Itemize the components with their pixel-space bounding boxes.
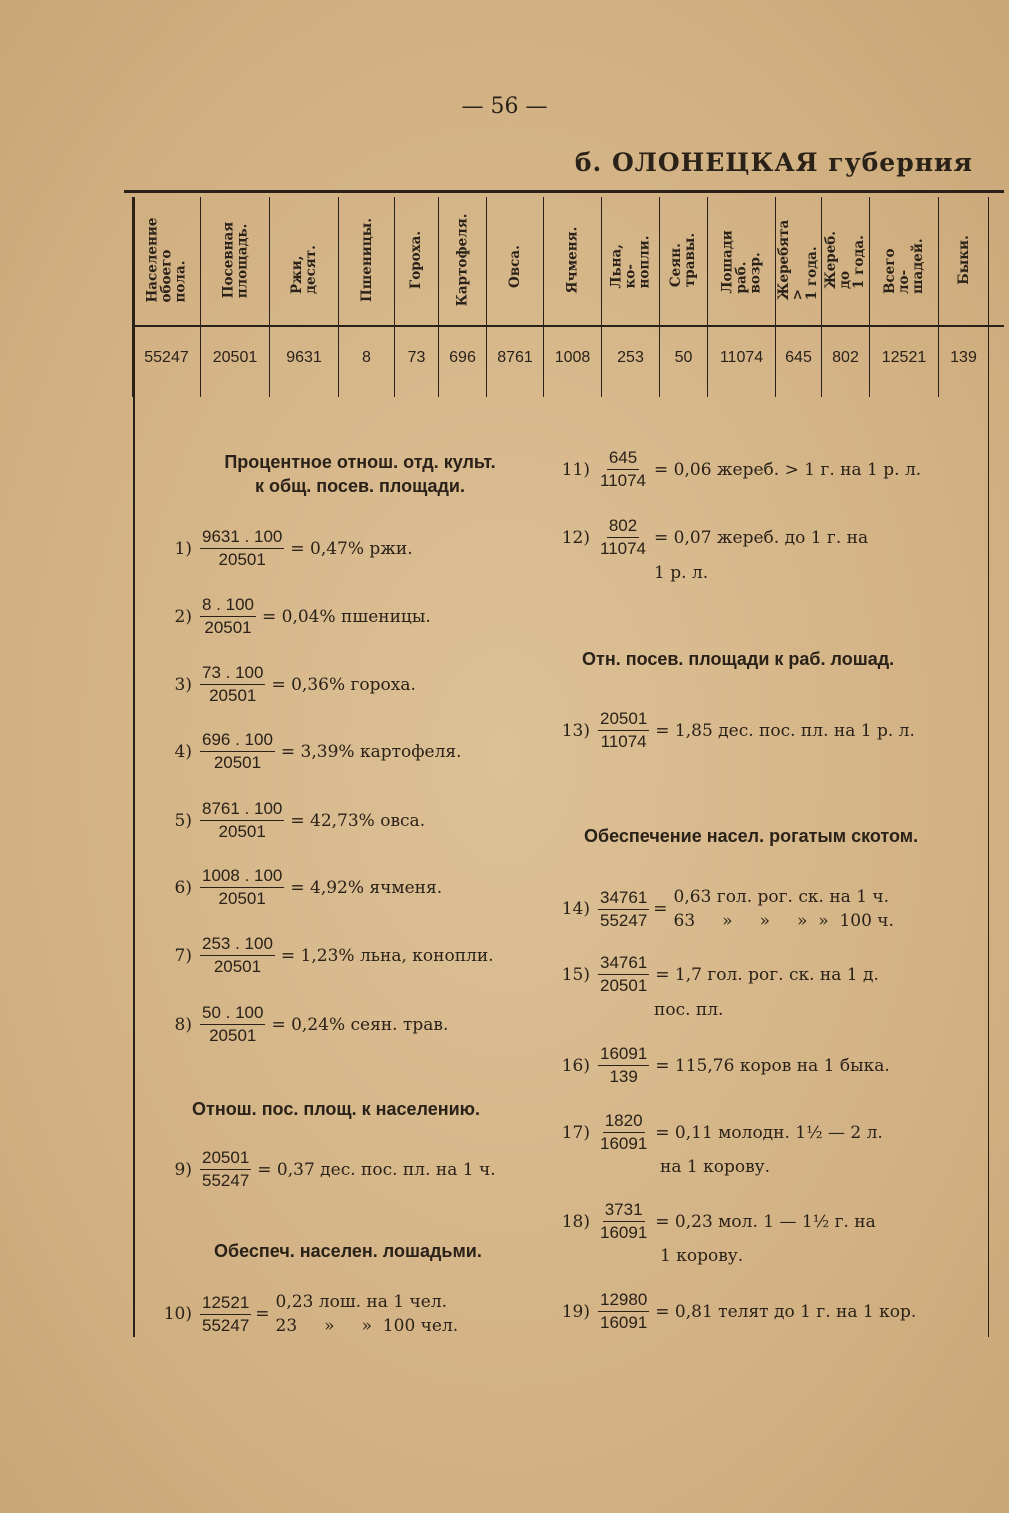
col-header: Жереб. до 1 года. <box>823 230 868 290</box>
result-line: 63 » » » » 100 ч. <box>673 911 894 931</box>
formula-number: 1) <box>174 538 192 559</box>
numerator: 1008 . 100 <box>200 865 284 888</box>
formula-number: 3) <box>174 674 192 695</box>
numerator: 12521 <box>200 1292 251 1315</box>
col-header: Посевная площадь. <box>220 221 251 299</box>
cell-value: 696 <box>449 349 476 366</box>
formula-6 <box>158 865 442 910</box>
col-header: Ячменя. <box>564 226 581 294</box>
result-line: 23 » » 100 чел. <box>275 1316 459 1336</box>
formula-8 <box>158 1002 448 1047</box>
formula-4 <box>158 729 462 774</box>
numerator: 16091 <box>598 1043 649 1066</box>
numerator: 645 <box>607 447 639 470</box>
col-header: Жеребята > 1 года. <box>776 219 821 301</box>
formula-5 <box>158 798 425 843</box>
formula-9 <box>158 1147 496 1192</box>
cell-value: 73 <box>407 349 426 366</box>
formula-continuation: пос. пл. <box>654 1000 724 1020</box>
table-col <box>486 197 543 397</box>
formula-18 <box>556 1199 876 1244</box>
table-col <box>821 197 869 397</box>
result: = 0,07 жереб. до 1 г. на <box>654 527 869 548</box>
top-rule <box>124 190 1004 193</box>
col-header: Всего ло- шадей. <box>882 238 926 294</box>
formula-1 <box>158 526 413 571</box>
denominator: 55247 <box>202 1315 250 1335</box>
formula-3 <box>158 662 416 707</box>
cell-value: 802 <box>832 349 859 366</box>
result: = 0,37 дес. пос. пл. на 1 ч. <box>257 1159 496 1180</box>
cell-value: 50 <box>674 349 693 366</box>
section-heading: Обеспеч. населен. лошадьми. <box>214 1241 482 1261</box>
col-header: Картофеля. <box>454 213 471 307</box>
stats-table <box>132 197 1004 397</box>
formula-19 <box>556 1289 916 1334</box>
result: = 3,39% картофеля. <box>280 741 462 762</box>
numerator: 20501 <box>200 1147 251 1170</box>
denominator: 20501 <box>209 686 257 705</box>
result: = 1,85 дес. пос. пл. на 1 р. л. <box>655 720 915 741</box>
denominator: 16091 <box>600 1134 648 1153</box>
result: = 4,92% ячменя. <box>290 877 443 898</box>
formula-2 <box>158 594 431 639</box>
equals-sign: = <box>255 1304 270 1324</box>
formula-number: 15) <box>561 964 590 985</box>
formula-number: 6) <box>174 877 192 898</box>
result: = 1,7 гол. рог. ск. на 1 д. <box>655 964 879 985</box>
formula-number: 17) <box>561 1122 590 1143</box>
result-line: 0,63 гол. рог. ск. на 1 ч. <box>673 887 890 907</box>
result: = 0,36% гороха. <box>271 674 416 695</box>
formula-continuation: на 1 корову. <box>660 1157 771 1177</box>
numerator: 20501 <box>598 708 649 731</box>
formula-number: 14) <box>561 899 590 919</box>
cell-value: 11074 <box>719 349 764 366</box>
cell-value: 139 <box>950 349 977 366</box>
table-col <box>338 197 394 397</box>
formula-12 <box>556 515 868 560</box>
numerator: 34761 <box>598 952 649 975</box>
formula-number: 11) <box>561 459 590 480</box>
formula-17 <box>556 1110 883 1155</box>
denominator: 20501 <box>213 957 262 976</box>
section-heading: Обеспечение насел. рогатым скотом. <box>584 826 919 846</box>
denominator: 55247 <box>202 1171 250 1190</box>
formula-number: 12) <box>561 527 590 548</box>
formula-continuation: 1 р. л. <box>654 563 709 583</box>
equals-sign: = <box>653 899 668 919</box>
section-heading: Отн. посев. площади к раб. лошад. <box>582 649 895 669</box>
col-header: Гороха. <box>408 230 425 290</box>
result: = 42,73% овса. <box>290 810 426 831</box>
formula-7 <box>158 933 494 978</box>
formula-13 <box>556 708 915 753</box>
result: = 0,24% сеян. трав. <box>271 1014 449 1035</box>
formula-number: 2) <box>174 606 192 627</box>
result: = 0,04% пшеницы. <box>262 606 431 627</box>
table-col <box>394 197 438 397</box>
cell-value: 645 <box>785 349 812 366</box>
cell-value: 12521 <box>881 349 927 366</box>
table-col <box>659 197 707 397</box>
result: = 0,06 жереб. > 1 г. на 1 р. л. <box>654 459 922 480</box>
table-col <box>132 197 200 397</box>
denominator: 16091 <box>600 1223 648 1242</box>
cell-value: 253 <box>617 349 644 366</box>
result: = 1,23% льна, конопли. <box>280 945 494 966</box>
col-header: Льна, ко- нопли. <box>608 235 653 289</box>
table-col <box>869 197 938 397</box>
denominator: 11074 <box>600 732 647 751</box>
denominator: 20501 <box>204 618 252 637</box>
formula-number: 4) <box>174 741 192 762</box>
denominator: 20501 <box>218 889 266 908</box>
denominator: 139 <box>609 1067 638 1086</box>
formula-number: 13) <box>561 720 590 741</box>
formula-number: 9) <box>174 1159 192 1180</box>
right-border <box>988 197 989 1337</box>
cell-value: 8761 <box>497 349 533 366</box>
formula-10 <box>158 1290 458 1338</box>
numerator: 8 . 100 <box>200 594 256 617</box>
result: = 0,11 молодн. 1½ — 2 л. <box>655 1122 883 1143</box>
col-header: Быки. <box>955 235 972 285</box>
numerator: 9631 . 100 <box>200 526 284 549</box>
formula-11 <box>556 447 921 492</box>
table-col <box>707 197 775 397</box>
left-border <box>133 197 135 1337</box>
denominator: 11074 <box>600 471 647 490</box>
formula-number: 18) <box>561 1211 590 1232</box>
denominator: 55247 <box>600 910 648 930</box>
header-rule <box>132 325 1004 327</box>
section-heading: Процентное отнош. отд. культ. к общ. посев. площади. <box>224 452 496 496</box>
denominator: 20501 <box>600 976 648 995</box>
province-title: б. ОЛОНЕЦКАЯ губерния <box>574 148 973 177</box>
cell-value: 55247 <box>144 349 189 366</box>
cell-value: 1008 <box>554 349 591 366</box>
numerator: 73 . 100 <box>200 662 265 685</box>
denominator: 20501 <box>209 1026 257 1045</box>
col-header: Овса. <box>507 245 523 288</box>
numerator: 3731 <box>603 1199 645 1222</box>
cell-value: 9631 <box>286 349 322 366</box>
numerator: 1820 <box>603 1110 645 1133</box>
formula-continuation: 1 корову. <box>660 1246 744 1266</box>
page-number: — 56 — <box>461 94 548 119</box>
col-header: Население обоего пола. <box>144 217 189 303</box>
numerator: 34761 <box>598 887 649 910</box>
result-line: 0,23 лош. на 1 чел. <box>275 1292 448 1312</box>
col-header: Ржи, десят. <box>289 245 319 294</box>
formula-number: 16) <box>561 1055 590 1076</box>
formula-number: 8) <box>174 1014 192 1035</box>
result: = 0,47% ржи. <box>290 538 413 559</box>
col-header: Сеян. травы. <box>668 232 699 288</box>
denominator: 20501 <box>218 550 266 569</box>
table-col <box>938 197 988 397</box>
numerator: 8761 . 100 <box>200 798 284 821</box>
formula-14 <box>556 885 894 933</box>
numerator: 253 . 100 <box>200 933 275 956</box>
numerator: 50 . 100 <box>200 1002 265 1025</box>
formula-number: 5) <box>174 810 192 831</box>
result: = 0,81 телят до 1 г. на 1 кор. <box>655 1301 917 1322</box>
table-col <box>601 197 659 397</box>
table-col <box>269 197 338 397</box>
table-col <box>775 197 821 397</box>
col-header: Лошади раб. возр. <box>719 230 764 294</box>
formula-number: 19) <box>561 1301 590 1322</box>
formula-number: 7) <box>174 945 192 966</box>
cell-value: 8 <box>362 349 371 366</box>
denominator: 11074 <box>600 539 647 558</box>
formula-15 <box>556 952 879 997</box>
denominator: 20501 <box>213 753 262 772</box>
section-heading: Отнош. пос. площ. к населению. <box>192 1099 481 1119</box>
cell-value: 20501 <box>212 349 258 366</box>
numerator: 802 <box>607 515 639 538</box>
table-col <box>200 197 269 397</box>
numerator: 696 . 100 <box>200 729 275 752</box>
formula-16 <box>556 1043 890 1088</box>
result: = 0,23 мол. 1 — 1½ г. на <box>655 1211 876 1232</box>
denominator: 16091 <box>600 1313 648 1332</box>
numerator: 12980 <box>598 1289 649 1312</box>
table-col <box>438 197 486 397</box>
col-header: Пшеницы. <box>358 218 375 302</box>
denominator: 20501 <box>218 822 266 841</box>
formula-number: 10) <box>163 1304 192 1324</box>
table-col <box>543 197 601 397</box>
result: = 115,76 коров на 1 быка. <box>655 1055 890 1076</box>
